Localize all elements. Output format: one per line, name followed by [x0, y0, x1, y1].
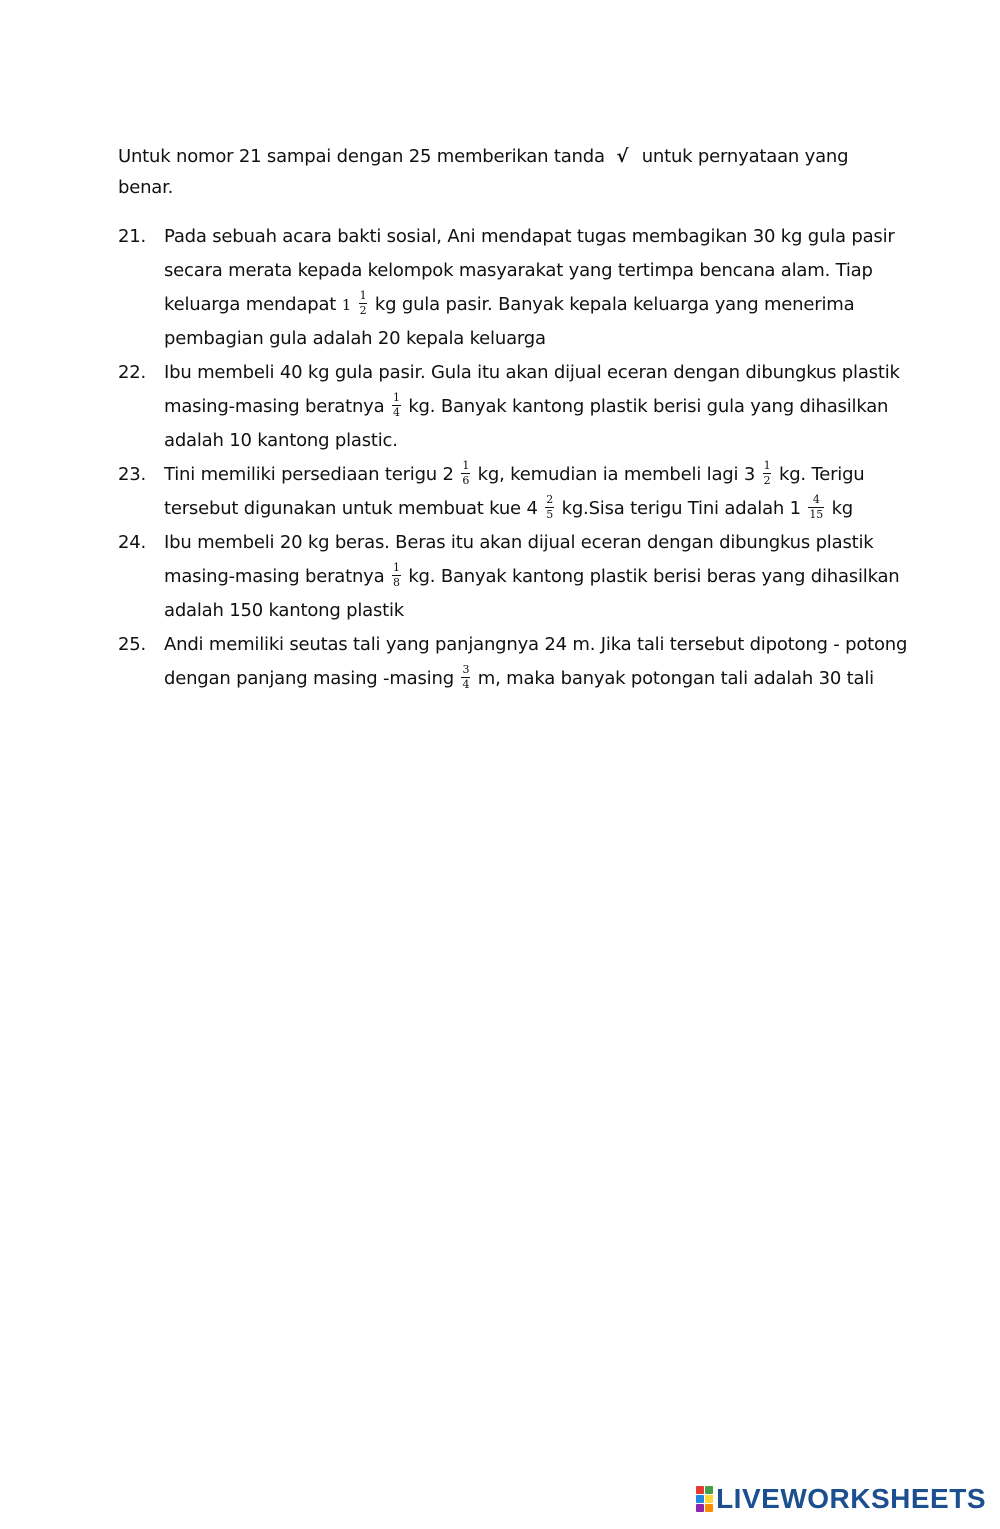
fraction	[545, 494, 554, 521]
fraction-numerator: 4	[812, 492, 820, 506]
question-text: kg. Banyak kantong plastik berisi gula yang dihasilkan adalah 10 kantong plastic.	[164, 396, 889, 451]
fraction-denominator: 2	[359, 303, 367, 317]
fraction	[359, 290, 368, 317]
question-text: kg.Sisa terigu Tini adalah 1	[561, 498, 801, 519]
fraction	[461, 664, 470, 691]
fraction	[392, 392, 401, 419]
fraction-numerator: 1	[359, 288, 367, 302]
fraction	[392, 562, 401, 589]
question-text: kg. Terigu tersebut digunakan untuk membuat kue 4	[164, 464, 865, 519]
fraction-denominator: 8	[392, 575, 400, 589]
question-text: m, maka banyak potongan tali adalah 30 tali	[477, 668, 874, 689]
fraction-denominator: 4	[392, 405, 400, 419]
fraction-denominator: 2	[763, 473, 771, 487]
fraction-numerator: 1	[392, 560, 400, 574]
question-22[interactable]	[118, 356, 908, 458]
fraction	[808, 494, 824, 521]
question-text: Andi memiliki seutas tali yang panjangnya 24 m. Jika tali tersebut dipotong - potong dengan panjang masing -masing	[164, 634, 908, 689]
question-24[interactable]	[118, 526, 908, 628]
question-text: kg gula pasir. Banyak kepala keluarga yang menerima pembagian gula adalah 20 kepala keluarga	[164, 294, 855, 349]
fraction-numerator: 1	[462, 458, 470, 472]
logo-block	[696, 1486, 704, 1494]
logo-block	[696, 1504, 704, 1512]
question-25[interactable]	[118, 628, 908, 696]
logo-block	[705, 1504, 713, 1512]
fraction-numerator: 2	[546, 492, 554, 506]
instructions-text-after: untuk pernyataan yang benar.	[118, 146, 849, 198]
fraction-numerator: 1	[763, 458, 771, 472]
liveworksheets-logo	[696, 1481, 986, 1517]
check-mark-icon: √	[616, 146, 629, 167]
question-text: kg	[831, 498, 854, 519]
question-number: 25.	[118, 634, 147, 655]
fraction	[461, 460, 470, 487]
fraction-whole: 1	[341, 296, 352, 314]
question-number: 22.	[118, 362, 147, 383]
question-text: Ibu membeli 20 kg beras. Beras itu akan dijual eceran dengan dibungkus plastik masing-masing beratnya	[164, 532, 874, 587]
fraction-numerator: 1	[392, 390, 400, 404]
logo-text: LIVEWORKSHEETS	[716, 1483, 986, 1514]
question-list	[118, 220, 908, 696]
fraction-denominator: 6	[462, 473, 470, 487]
logo-block	[705, 1495, 713, 1503]
logo-block	[705, 1486, 713, 1494]
question-23[interactable]	[118, 458, 908, 526]
fraction	[763, 460, 772, 487]
fraction-denominator: 4	[462, 677, 470, 691]
instructions-text-before: Untuk nomor 21 sampai dengan 25 memberikan tanda	[118, 146, 605, 167]
question-text: Tini memiliki persediaan terigu 2	[164, 464, 454, 485]
question-text: Pada sebuah acara bakti sosial, Ani mendapat tugas membagikan 30 kg gula pasir secara merata kepada kelompok masyarakat yang tertimpa bencana alam. Tiap keluarga mendapat	[164, 226, 895, 315]
fraction-denominator: 15	[809, 507, 824, 521]
liveworksheets-logo-icon	[696, 1486, 713, 1512]
question-text: Ibu membeli 40 kg gula pasir. Gula itu akan dijual eceran dengan dibungkus plastik masing-masing beratnya	[164, 362, 900, 417]
fraction-numerator: 3	[462, 662, 470, 676]
question-21[interactable]	[118, 220, 908, 356]
instructions	[118, 141, 878, 203]
question-number: 24.	[118, 532, 147, 553]
fraction-denominator: 5	[546, 507, 554, 521]
logo-block	[696, 1495, 704, 1503]
question-number: 21.	[118, 226, 147, 247]
question-number: 23.	[118, 464, 147, 485]
question-text: kg. Banyak kantong plastik berisi beras yang dihasilkan adalah 150 kantong plastik	[164, 566, 900, 621]
question-text: kg, kemudian ia membeli lagi 3	[477, 464, 756, 485]
